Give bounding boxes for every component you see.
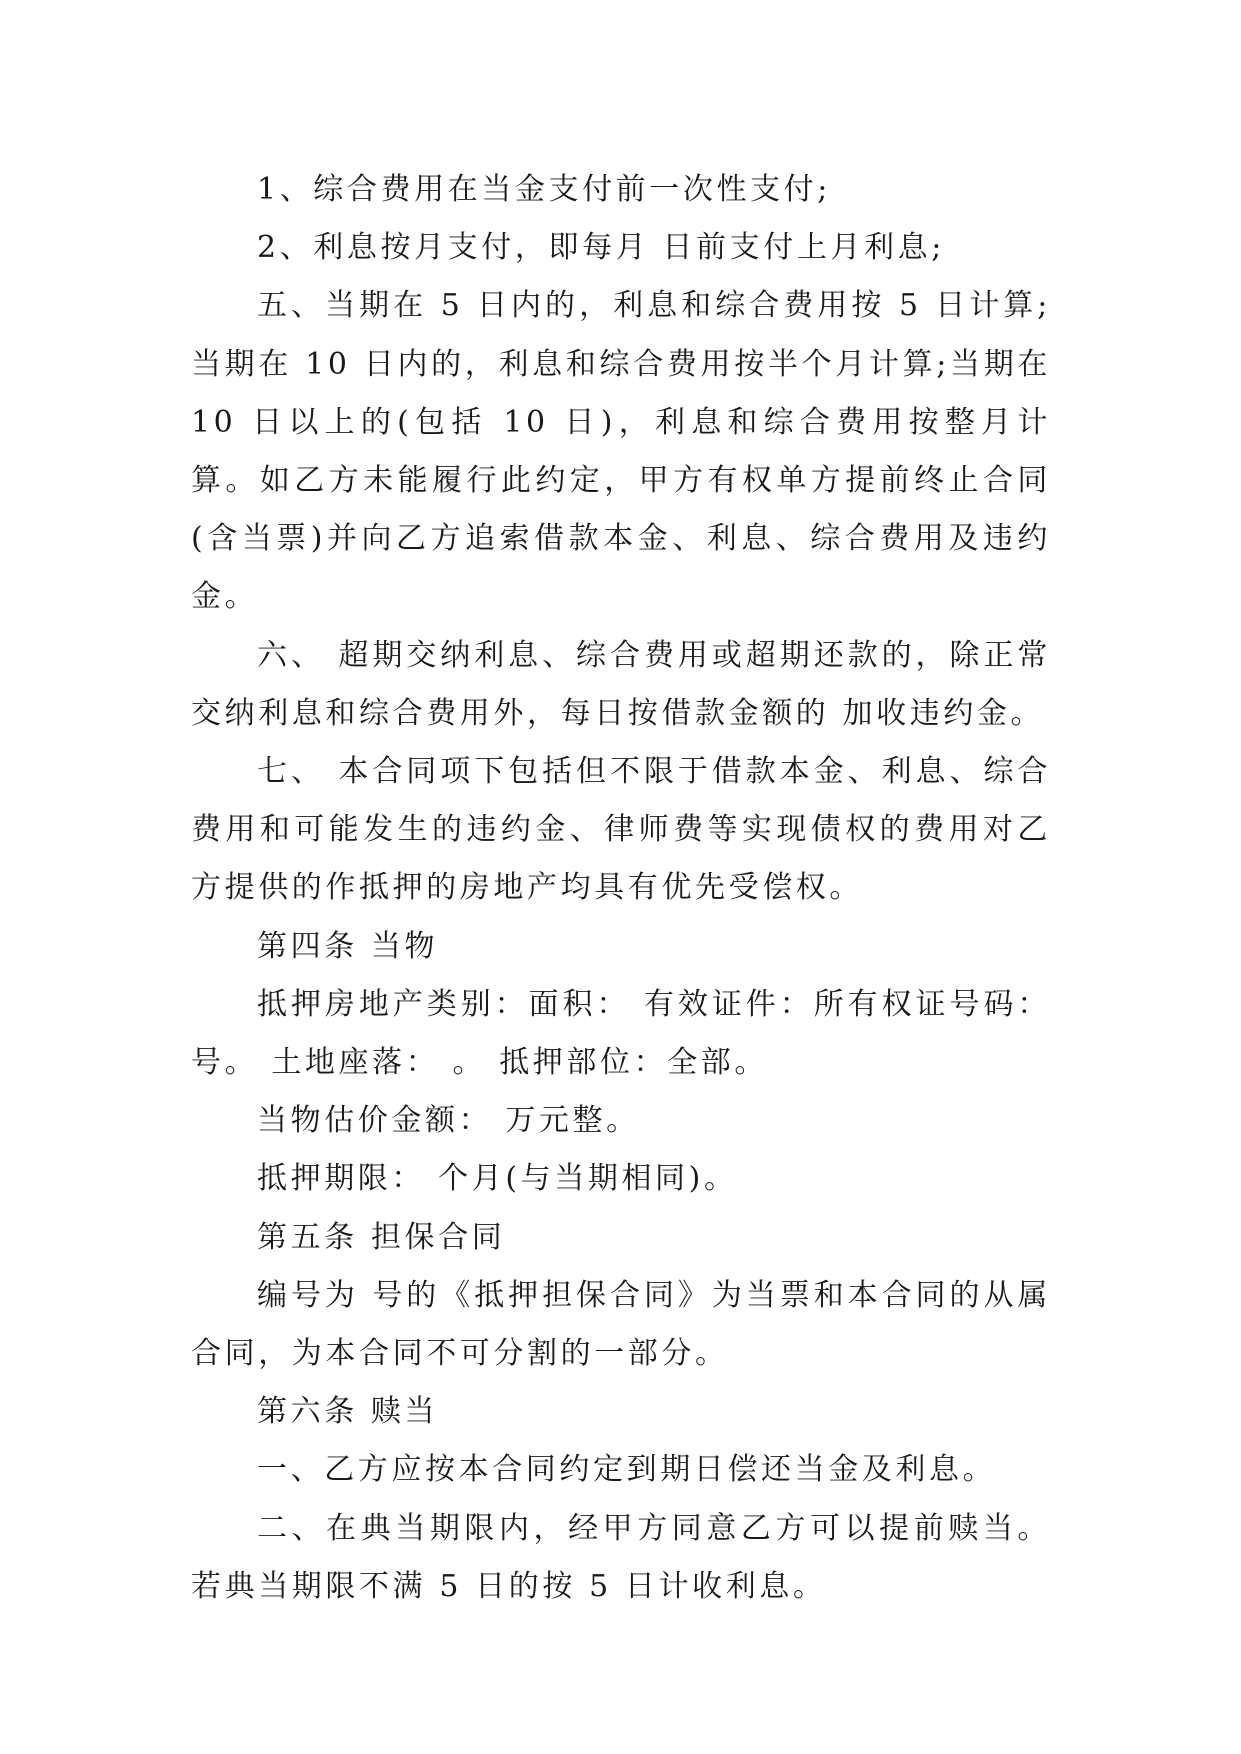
paragraph-guarantee-contract-number: 编号为 号的《抵押担保合同》为当票和本合同的从属合同，为本合同不可分割的一部分。 [191,1277,1051,1372]
paragraph-clause-five-billing-period: 五、当期在 5 日内的，利息和综合费用按 5 日计算;当期在 10 日内的，利息和综合费用按半个月计算;当期在 10 日以上的(包括 10 日)，利息和综合费用按整月计算。如乙方未能履行此约定，甲方有权单方提前终止合同(含当票)并向乙方追索借款本金、利息、综合费用及违约金。 [191,288,1051,615]
paragraph-interest-monthly-payment: 2、利息按月支付，即每月 日前支付上月利息; [257,230,945,266]
heading-article-four-collateral: 第四条 当物 [257,928,439,964]
heading-article-six-redemption: 第六条 赎当 [257,1394,439,1430]
paragraph-collateral-valuation: 当物估价金额： 万元整。 [257,1103,640,1139]
paragraph-comprehensive-fee-payment: 1、综合费用在当金支付前一次性支付; [257,172,831,207]
paragraph-early-redemption: 二、在典当期限内，经甲方同意乙方可以提前赎当。若典当期限不满 5 日的按 5 日计收利息。 [191,1510,1051,1604]
heading-article-five-guarantee-contract: 第五条 担保合同 [257,1219,506,1255]
paragraph-clause-six-overdue-penalty: 六、 超期交纳利息、综合费用或超期还款的，除正常交纳利息和综合费用外，每日按借款金额的 加收违约金。 [191,637,1051,731]
paragraph-mortgage-term: 抵押期限： 个月(与当期相同)。 [257,1161,738,1197]
paragraph-mortgage-property-details: 抵押房地产类别：面积： 有效证件：所有权证号码： 号。 土地座落： 。 抵押部位：全部。 [191,986,1051,1081]
document-body [191,161,1051,1616]
paragraph-clause-seven-priority-right: 七、 本合同项下包括但不限于借款本金、利息、综合费用和可能发生的违约金、律师费等实现债权的费用对乙方提供的作抵押的房地产均具有优先受偿权。 [191,754,1051,906]
paragraph-redemption-on-due-date: 一、乙方应按本合同约定到期日偿还当金及利息。 [257,1452,997,1488]
